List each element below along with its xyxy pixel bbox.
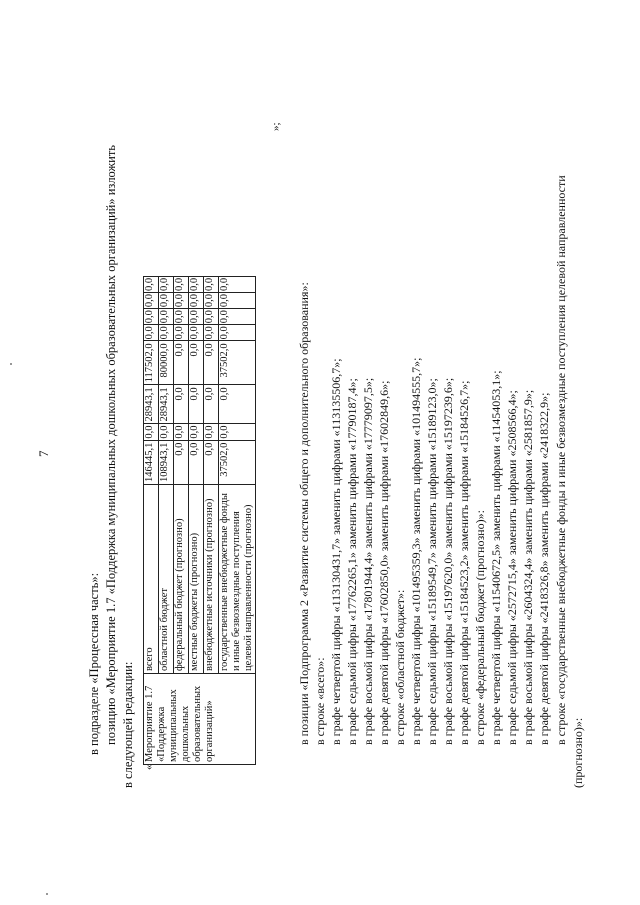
value-cell: 0,0	[204, 440, 219, 484]
value-cell: 0,0	[219, 385, 256, 424]
value-cell: 0,0	[159, 325, 174, 341]
value-cell: 0,0	[189, 276, 204, 292]
value-cell: 80000,0	[159, 341, 174, 385]
row-label-cell: всего	[144, 485, 159, 674]
value-cell: 0,0	[219, 276, 256, 292]
value-cell: 0,0	[144, 424, 159, 440]
program-measure-table	[143, 276, 256, 765]
intro-line: в следующей редакции:	[121, 661, 135, 788]
value-cell: 0,0	[219, 325, 256, 341]
value-cell: 0,0	[189, 293, 204, 309]
value-cell: 28943,1	[159, 385, 174, 424]
measure-label-cell: Мероприятие 1.7 «Поддержка муниципальных дошкольных образовательных организаций»	[144, 674, 256, 765]
body-line: в строке «федеральный бюджет (прогнозно)»:	[473, 510, 487, 745]
value-cell: 0,0	[159, 293, 174, 309]
value-cell: 108943,1	[159, 440, 174, 484]
body-line: в графе восьмой цифры «17801944,4» заменить цифрами «17779097,5»;	[361, 377, 375, 745]
value-cell: 0,0	[174, 424, 189, 440]
body-line: в позиции «Подпрограмма 2 «Развитие системы общего и дополнительного образования»:	[297, 282, 311, 745]
value-cell: 0,0	[159, 276, 174, 292]
table-row	[144, 276, 159, 764]
value-cell: 0,0	[219, 309, 256, 325]
body-line: в графе восьмой цифры «2604324,4» заменить цифрами «2581857,9»;	[521, 389, 535, 745]
value-cell: 0,0	[144, 276, 159, 292]
value-cell: 0,0	[159, 309, 174, 325]
body-line: в графе седьмой цифры «2572715,4» заменить цифрами «2508566,4»;	[505, 390, 519, 745]
body-line: в графе девятой цифры «17602850,0» заменить цифрами «17602849,6»;	[377, 380, 391, 745]
body-line: в графе четвертой цифры «101495359,3» заменить цифрами «101494555,7»;	[409, 357, 423, 745]
value-cell: 0,0	[159, 424, 174, 440]
value-cell: 0,0	[219, 293, 256, 309]
body-line: в графе девятой цифры «15184523,2» заменить цифрами «15184526,7»;	[457, 380, 471, 745]
value-cell: 0,0	[219, 424, 256, 440]
value-cell: 0,0	[189, 440, 204, 484]
intro-line: позицию «Мероприятие 1.7 «Поддержка муниципальных дошкольных образовательных организаций» изложить	[104, 145, 118, 745]
row-label-cell: государственные внебюджетные фонды и иные безвозмездные поступления целевой направленности (прогнозно)	[219, 485, 256, 674]
closing-line: (прогнозно)»:	[571, 717, 585, 788]
scan-speck	[10, 363, 12, 365]
value-cell: 0,0	[174, 440, 189, 484]
value-cell: 0,0	[189, 325, 204, 341]
value-cell: 0,0	[174, 293, 189, 309]
scan-speck	[46, 893, 48, 895]
row-label-cell: федеральный бюджет (прогнозно)	[174, 485, 189, 674]
value-cell: 0,0	[174, 341, 189, 385]
value-cell: 28943,1	[144, 385, 159, 424]
value-cell: 146445,1	[144, 440, 159, 484]
value-cell: 0,0	[204, 341, 219, 385]
intro-line: в подразделе «Процессная часть»:	[87, 572, 101, 755]
row-label-cell: областной бюджет	[159, 485, 174, 674]
value-cell: 0,0	[144, 309, 159, 325]
body-line: в строке «областной бюджет»:	[393, 589, 407, 745]
body-line: в графе седьмой цифры «17762265,1» заменить цифрами «17790187,4»;	[345, 378, 359, 745]
body-line: в строке «всего»:	[313, 657, 327, 745]
body-line: в графе седьмой цифры «15189549,7» заменить цифрами «15189123,0»;	[425, 378, 439, 745]
value-cell: 0,0	[189, 341, 204, 385]
value-cell: 0,0	[174, 309, 189, 325]
value-cell: 0,0	[174, 276, 189, 292]
body-line: в графе четвертой цифры «113130431,7» заменить цифрами «113135506,7»;	[329, 358, 343, 745]
closing-line: в строке «государственные внебюджетные фонды и иные безвозмездные поступления целевой направленности	[554, 175, 568, 745]
table-open-quote: «	[143, 764, 155, 770]
table-close-quote: »;	[270, 122, 282, 131]
value-cell: 0,0	[204, 325, 219, 341]
value-cell: 0,0	[204, 424, 219, 440]
value-cell: 0,0	[144, 325, 159, 341]
body-line: в графе девятой цифры «2418326,8» заменить цифрами «2418322,9»;	[537, 392, 551, 745]
value-cell: 0,0	[204, 293, 219, 309]
row-label-cell: местные бюджеты (прогнозно)	[189, 485, 204, 674]
value-cell: 0,0	[204, 385, 219, 424]
value-cell: 0,0	[189, 309, 204, 325]
value-cell: 117502,0	[144, 341, 159, 385]
body-line: в графе восьмой цифры «15197620,0» заменить цифрами «15197239,6»;	[441, 377, 455, 745]
body-line: в графе четвертой цифры «11540672,5» заменить цифрами «11454053,1»;	[489, 370, 503, 745]
page-number: 7	[36, 450, 51, 457]
value-cell: 0,0	[189, 424, 204, 440]
value-cell: 0,0	[174, 325, 189, 341]
row-label-cell: внебюджетные источники (прогнозно)	[204, 485, 219, 674]
value-cell: 37502,0	[219, 440, 256, 484]
value-cell: 0,0	[204, 276, 219, 292]
value-cell: 37502,0	[219, 341, 256, 385]
value-cell: 0,0	[174, 385, 189, 424]
value-cell: 0,0	[144, 293, 159, 309]
value-cell: 0,0	[204, 309, 219, 325]
value-cell: 0,0	[189, 385, 204, 424]
